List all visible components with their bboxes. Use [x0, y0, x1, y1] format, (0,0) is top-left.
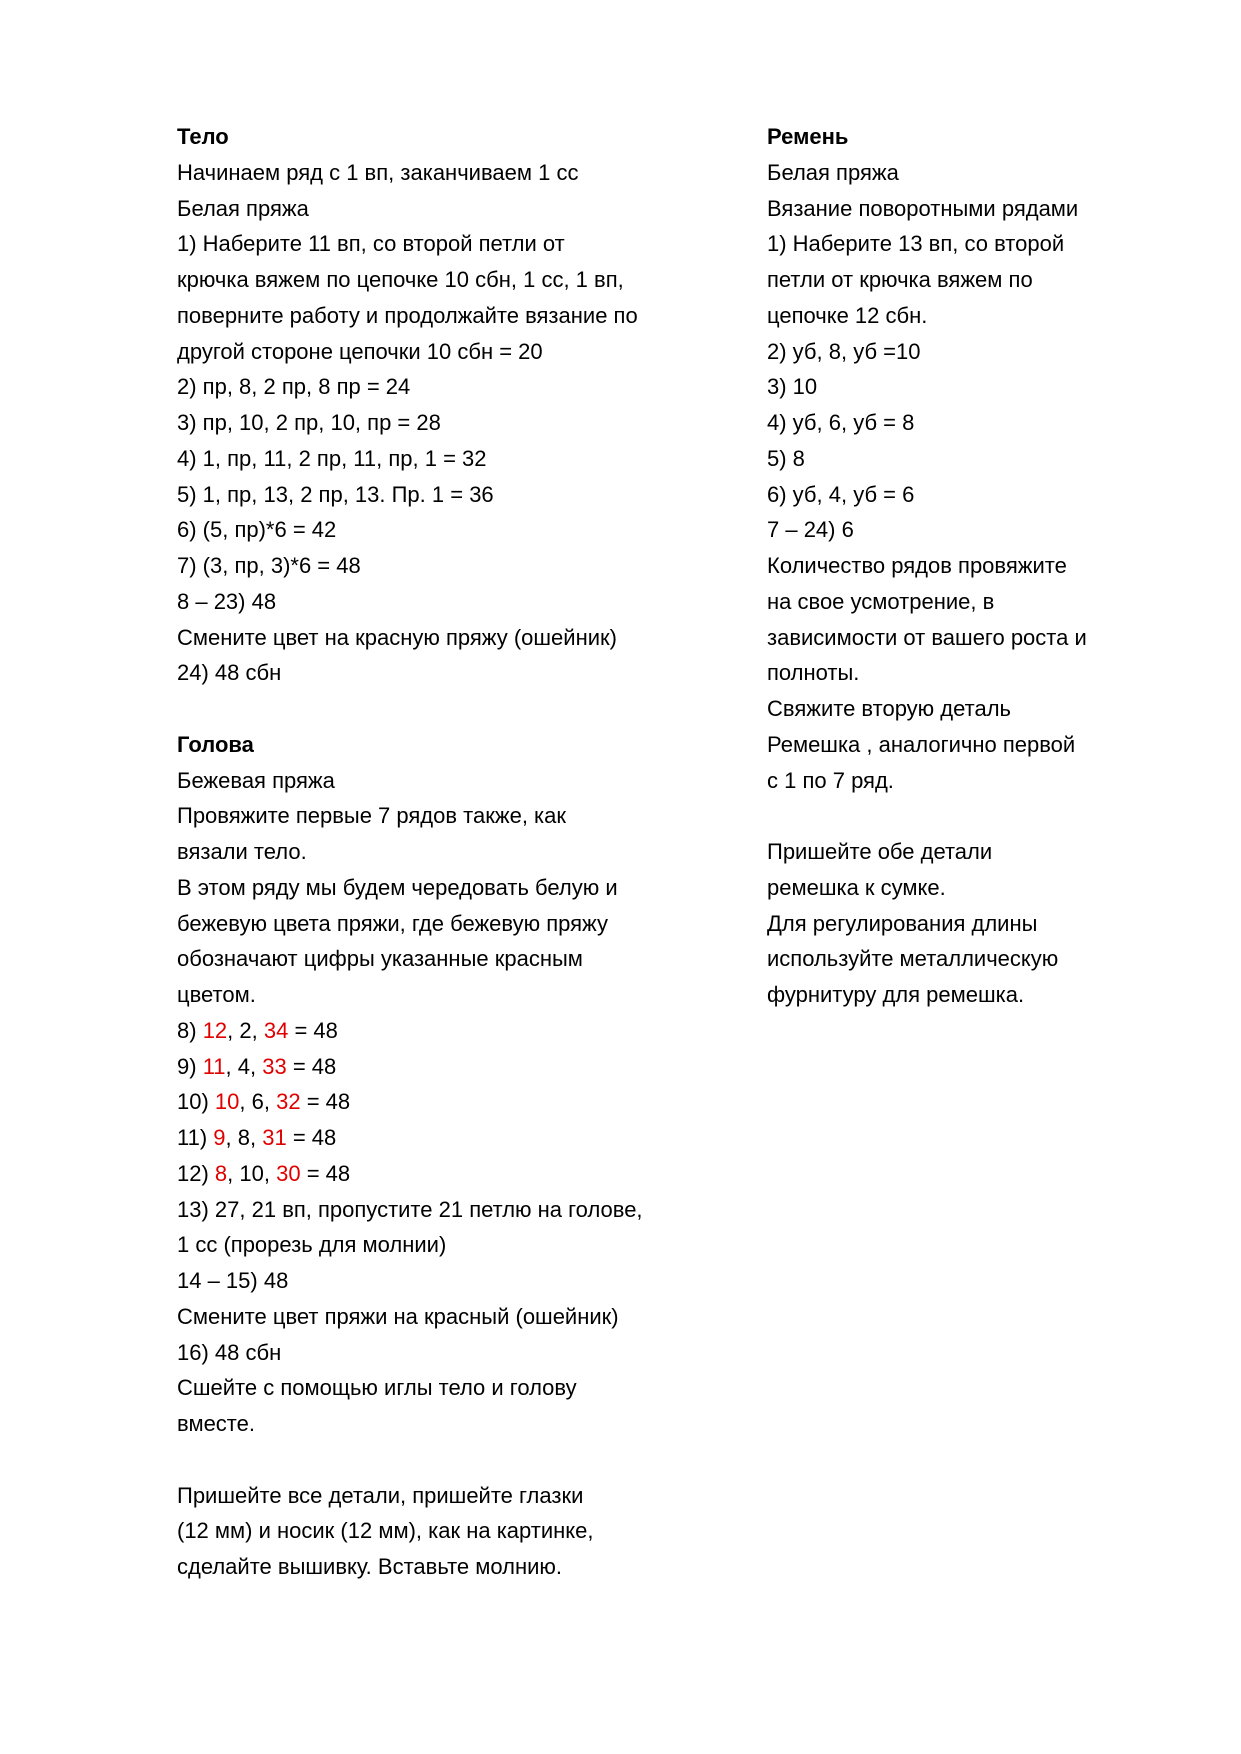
text-segment: 6) уб, 4, уб = 6 [767, 481, 915, 507]
text-segment: 8 – 23) 48 [177, 588, 277, 614]
text-segment: полноты. [767, 660, 860, 686]
text-segment: Количество рядов провяжите [767, 553, 1067, 578]
text-line [767, 226, 1227, 262]
highlighted-count: 33 [262, 1053, 287, 1079]
right-column [767, 119, 1227, 1013]
text-segment: используйте металлическую [767, 946, 1059, 972]
text-line [177, 870, 757, 906]
text-segment: Начинаем ряд с 1 вп, заканчиваем 1 сс [177, 159, 579, 185]
text-line [767, 477, 1227, 513]
text-segment: фурнитуру для ремешка. [767, 982, 1025, 1007]
text-line [767, 798, 1227, 834]
text-segment: 9) [177, 1053, 203, 1079]
left-column [177, 119, 757, 1585]
text-segment: = 48 [300, 1160, 351, 1186]
text-segment: 3) пр, 10, 2 пр, 10, пр = 28 [177, 410, 441, 435]
text-line [177, 1227, 757, 1263]
highlighted-count: 31 [262, 1125, 287, 1150]
text-segment: , 4, [225, 1053, 263, 1079]
text-line [767, 191, 1227, 227]
text-line [177, 477, 757, 513]
text-line [767, 655, 1227, 691]
text-segment: , 8, [225, 1125, 263, 1150]
highlighted-count: 30 [276, 1160, 301, 1186]
text-segment: Ремень [767, 124, 849, 149]
text-segment: Белая пряжа [767, 159, 899, 185]
text-segment: Белая пряжа [177, 195, 309, 221]
text-line [177, 1335, 757, 1371]
text-line [767, 941, 1227, 977]
text-segment: 10) [177, 1089, 215, 1115]
text-line [767, 405, 1227, 441]
text-segment: зависимости от вашего роста и [767, 624, 1087, 650]
text-line [177, 1370, 757, 1406]
text-line [177, 1192, 757, 1228]
text-line [767, 977, 1227, 1013]
text-line [177, 441, 757, 477]
section-heading [177, 727, 757, 763]
text-segment: петли от крючка вяжем по [767, 267, 1033, 292]
highlighted-count: 11 [202, 1053, 226, 1079]
text-segment: 14 – 15) 48 [177, 1268, 289, 1293]
text-segment: другой стороне цепочки 10 сбн = 20 [177, 338, 543, 364]
text-line [767, 620, 1227, 656]
text-segment: В этом ряду мы будем чередовать белую и [177, 874, 618, 900]
text-segment: 5) 8 [767, 445, 805, 471]
text-line [767, 334, 1227, 370]
text-line [177, 906, 757, 942]
text-line [177, 1049, 757, 1085]
text-line [177, 1406, 757, 1442]
text-segment: , 6, [239, 1089, 277, 1115]
text-segment: Тело [177, 124, 229, 149]
text-segment: 7 – 24) 6 [767, 517, 854, 543]
text-segment: 1) Наберите 13 вп, со второй [767, 231, 1065, 257]
highlighted-count: 10 [214, 1089, 240, 1115]
text-segment: = 48 [286, 1125, 337, 1150]
text-line [177, 1513, 757, 1549]
text-line [177, 655, 757, 691]
text-line [767, 584, 1227, 620]
text-segment: 4) 1, пр, 11, 2 пр, 11, пр, 1 = 32 [177, 445, 487, 471]
highlighted-count: 32 [276, 1089, 301, 1115]
text-segment: 24) 48 сбн [177, 660, 282, 686]
text-segment: 16) 48 сбн [177, 1339, 282, 1365]
text-segment: = 48 [300, 1089, 351, 1115]
text-line [177, 405, 757, 441]
text-line [177, 1084, 757, 1120]
text-line [177, 584, 757, 620]
text-segment: 8) [177, 1017, 203, 1043]
text-segment: вместе. [177, 1411, 255, 1436]
text-segment: 13) 27, 21 вп, пропустите 21 петлю на голове, [177, 1196, 643, 1222]
text-segment: 1) Наберите 11 вп, со второй петли от [177, 231, 565, 257]
text-segment: Смените цвет на красную пряжу (ошейник) [177, 624, 617, 650]
text-line [177, 1299, 757, 1335]
text-line [767, 834, 1227, 870]
text-line [767, 906, 1227, 942]
text-segment: Вязание поворотными рядами [767, 195, 1079, 221]
text-segment: Сшейте с помощью иглы тело и голову [177, 1375, 577, 1401]
text-line [177, 226, 757, 262]
text-segment: 7) (3, пр, 3)*6 = 48 [177, 553, 361, 578]
text-line [177, 1120, 757, 1156]
text-line [177, 298, 757, 334]
text-segment: Свяжите вторую деталь [767, 696, 1011, 721]
section-heading [767, 119, 1227, 155]
text-line [767, 262, 1227, 298]
text-line [767, 727, 1227, 763]
text-line [767, 512, 1227, 548]
highlighted-count: 9 [213, 1125, 226, 1150]
text-line [767, 870, 1227, 906]
text-segment: 2) пр, 8, 2 пр, 8 пр = 24 [177, 374, 411, 400]
text-segment: = 48 [286, 1053, 337, 1079]
text-line [177, 1013, 757, 1049]
text-line [177, 834, 757, 870]
text-line [177, 1478, 757, 1514]
text-segment: 12) [177, 1160, 215, 1186]
text-segment: с 1 по 7 ряд. [767, 767, 894, 793]
text-segment: Голова [177, 731, 254, 757]
text-line [767, 763, 1227, 799]
text-segment: на свое усмотрение, в [767, 588, 995, 614]
text-segment: Провяжите первые 7 рядов также, как [177, 803, 567, 829]
text-line [177, 334, 757, 370]
text-line [767, 441, 1227, 477]
text-line [767, 369, 1227, 405]
text-segment: 2) уб, 8, уб =10 [767, 338, 921, 364]
text-line [177, 1263, 757, 1299]
text-line [177, 191, 757, 227]
text-segment: Бежевая пряжа [177, 767, 335, 793]
text-segment: = 48 [288, 1017, 338, 1043]
text-segment: Пришейте обе детали [767, 839, 993, 864]
text-line [177, 763, 757, 799]
text-line [177, 798, 757, 834]
text-segment: Для регулирования длины [767, 910, 1038, 936]
text-line [767, 548, 1227, 584]
text-line [177, 512, 757, 548]
text-line [177, 941, 757, 977]
text-segment: крючка вяжем по цепочке 10 сбн, 1 сс, 1 вп, [177, 267, 624, 292]
section-heading [177, 119, 757, 155]
text-line [177, 1156, 757, 1192]
text-segment: (12 мм) и носик (12 мм), как на картинке, [177, 1518, 594, 1544]
text-line [177, 155, 757, 191]
text-segment: сделайте вышивку. Вставьте молнию. [177, 1554, 563, 1579]
text-line [177, 977, 757, 1013]
text-segment: 4) уб, 6, уб = 8 [767, 410, 915, 435]
text-line [177, 262, 757, 298]
text-line [177, 691, 757, 727]
text-segment: 11) [177, 1125, 214, 1150]
text-line [177, 1442, 757, 1478]
text-segment: 1 сс (прорезь для молнии) [177, 1232, 447, 1258]
text-segment: 5) 1, пр, 13, 2 пр, 13. Пр. 1 = 36 [177, 481, 494, 507]
text-segment: Пришейте все детали, пришейте глазки [177, 1482, 584, 1508]
text-segment: поверните работу и продолжайте вязание по [177, 302, 638, 328]
text-segment: бежевую цвета пряжи, где бежевую пряжу [177, 910, 608, 936]
text-segment: обозначают цифры указанные красным [177, 946, 583, 972]
text-line [767, 155, 1227, 191]
highlighted-count: 8 [214, 1160, 228, 1186]
text-segment: 6) (5, пр)*6 = 42 [177, 517, 337, 543]
text-line [177, 548, 757, 584]
text-segment: цепочке 12 сбн. [767, 302, 928, 328]
text-line [177, 1549, 757, 1585]
text-segment: Смените цвет пряжи на красный (ошейник) [177, 1303, 619, 1329]
text-segment: вязали тело. [177, 839, 307, 864]
text-line [767, 298, 1227, 334]
text-line [177, 369, 757, 405]
text-segment: , 10, [227, 1160, 277, 1186]
text-segment: цветом. [177, 982, 256, 1007]
text-segment: Ремешка , аналогично первой [767, 731, 1076, 757]
text-segment: ремешка к сумке. [767, 874, 946, 900]
highlighted-count: 12 [202, 1017, 228, 1043]
text-line [177, 620, 757, 656]
text-line [767, 691, 1227, 727]
text-segment: , 2, [227, 1017, 264, 1043]
highlighted-count: 34 [263, 1017, 289, 1043]
text-segment: 3) 10 [767, 374, 818, 400]
